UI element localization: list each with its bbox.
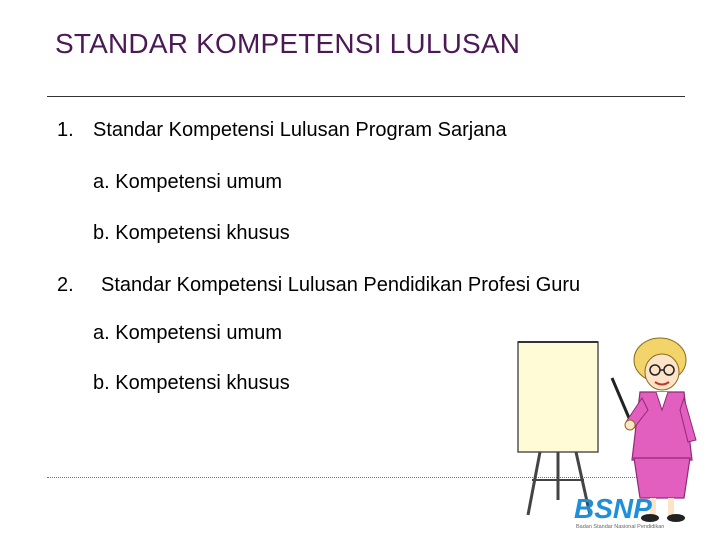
item-1-subitem-a: a. Kompetensi umum xyxy=(93,171,282,193)
easel-board-icon xyxy=(518,342,598,515)
title-divider xyxy=(47,96,685,97)
item-1-number: 1. xyxy=(57,119,74,141)
item-2-number: 2. xyxy=(57,274,74,296)
item-1-text: Standar Kompetensi Lulusan Program Sarjana xyxy=(93,119,507,141)
item-2-text: Standar Kompetensi Lulusan Pendidikan Profesi Guru xyxy=(101,274,581,296)
item-2-subitem-a: a. Kompetensi umum xyxy=(93,322,282,344)
item-2-subitem-b: b. Kompetensi khusus xyxy=(93,372,290,394)
logo-subtitle: Badan Standar Nasional Pendidikan xyxy=(576,524,665,530)
item-1-subitem-b: b. Kompetensi khusus xyxy=(93,222,290,244)
logo-text: BSNP xyxy=(574,493,652,524)
slide-title: STANDAR KOMPETENSI LULUSAN xyxy=(55,28,521,59)
bsnp-logo-icon xyxy=(570,492,680,532)
